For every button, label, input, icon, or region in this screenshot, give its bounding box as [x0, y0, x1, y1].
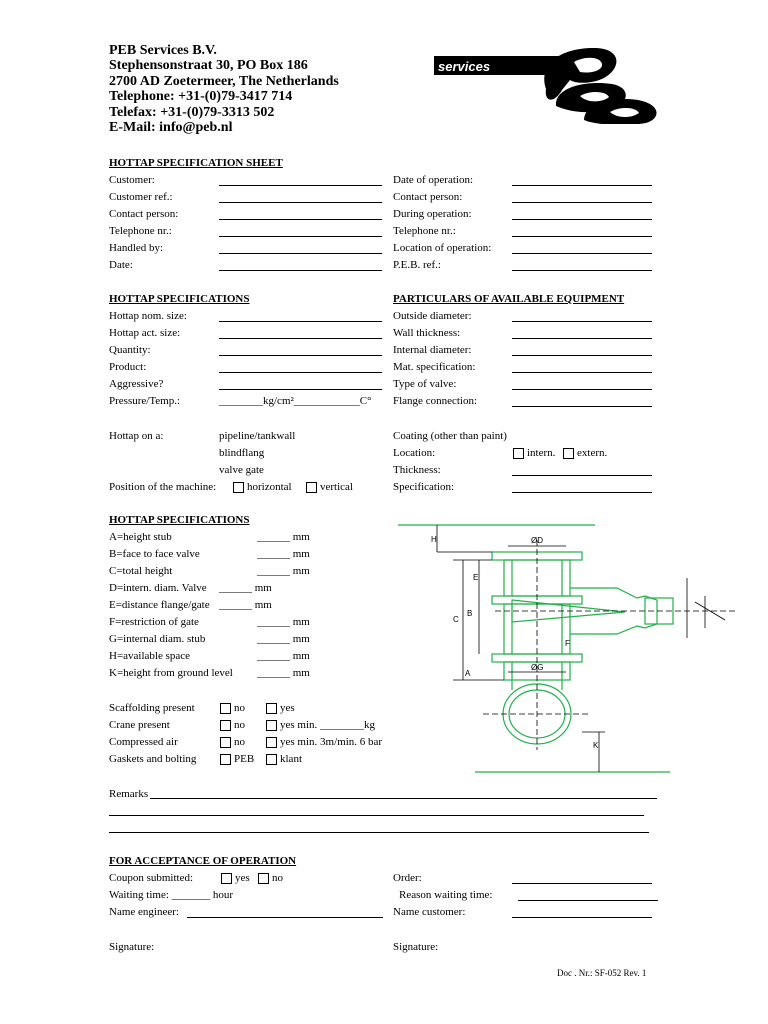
checkbox-label: klant — [280, 753, 302, 765]
diagram-dimension-label: A — [465, 669, 471, 678]
dimension-unit: mm — [292, 565, 310, 577]
dimension-input[interactable] — [219, 582, 272, 595]
logo-services-text: services — [438, 59, 491, 74]
checkbox[interactable] — [220, 754, 231, 765]
company-telefax: Telefax: +31-(0)79-3313 502 — [109, 105, 275, 120]
hottap-diagram — [395, 518, 740, 778]
dimension-unit: mm — [292, 548, 310, 560]
engineer-field[interactable] — [187, 917, 383, 918]
equipment-label: Flange connection: — [393, 395, 478, 407]
equipment-label: Internal diameter: — [393, 344, 472, 356]
location-extern[interactable] — [563, 447, 607, 460]
field-label: Customer: — [109, 174, 155, 186]
dimension-blank: ______ — [257, 633, 290, 645]
checkbox[interactable] — [266, 720, 277, 731]
field-label: Contact person: — [393, 191, 463, 203]
reason-label: Reason waiting time: — [399, 889, 493, 901]
remarks-line[interactable] — [109, 815, 644, 816]
waiting-unit: hour — [212, 889, 234, 901]
field-label: Date of operation: — [393, 174, 474, 186]
company-email: E-Mail: info@peb.nl — [109, 120, 233, 135]
position-horizontal[interactable] — [233, 481, 292, 494]
checkbox-label: vertical — [320, 481, 353, 493]
checkbox-label: horizontal — [247, 481, 292, 493]
field-label: Handled by: — [109, 242, 164, 254]
spec-label: Hottap act. size: — [109, 327, 181, 339]
equipment-input[interactable] — [512, 338, 652, 339]
dimension-unit: mm — [292, 633, 310, 645]
dimension-input[interactable] — [257, 616, 310, 629]
order-label: Order: — [393, 872, 422, 884]
checkbox-label: yes — [235, 872, 250, 884]
pressure-blank: ________ — [219, 395, 263, 407]
dimension-label: H=available space — [109, 650, 191, 662]
field-input[interactable] — [219, 236, 382, 237]
dimension-input[interactable] — [257, 667, 310, 680]
equipment-input[interactable] — [512, 389, 652, 390]
thickness-label: Thickness: — [393, 464, 441, 476]
facility-label: Gaskets and bolting — [109, 753, 197, 765]
hottap-on-label: Hottap on a: — [109, 430, 164, 442]
spec-label: Quantity: — [109, 344, 151, 356]
facility-option[interactable] — [220, 702, 245, 715]
dimension-label: A=height stub — [109, 531, 172, 543]
dimension-label: B=face to face valve — [109, 548, 200, 560]
coupon-yes[interactable] — [221, 872, 250, 885]
dimension-blank: ______ — [257, 650, 290, 662]
checkbox[interactable] — [220, 737, 231, 748]
checkbox[interactable] — [220, 720, 231, 731]
hottap-on-option[interactable]: valve gate — [219, 464, 264, 476]
facility-option[interactable] — [266, 719, 375, 732]
spec-label: Hottap nom. size: — [109, 310, 187, 322]
company-address: Stephensonstraat 30, PO Box 186 — [109, 58, 308, 73]
diagram-dimension-label: C — [453, 615, 459, 624]
acceptance-title: FOR ACCEPTANCE OF OPERATION — [109, 855, 297, 867]
dimension-label: E=distance flange/gate — [109, 599, 210, 611]
spec-input[interactable] — [219, 372, 382, 373]
dimension-input[interactable] — [257, 650, 310, 663]
dimension-input[interactable] — [257, 633, 310, 646]
dimension-label: C=total height — [109, 565, 173, 577]
doc-number: Doc . Nr.: SF-052 Rev. 1 — [557, 968, 647, 978]
field-input[interactable] — [219, 185, 382, 186]
facility-option[interactable] — [266, 736, 382, 749]
checkbox[interactable] — [233, 482, 244, 493]
field-label: Customer ref.: — [109, 191, 173, 203]
checkbox[interactable] — [266, 754, 277, 765]
peb-logo — [434, 44, 664, 124]
dimension-unit: mm — [292, 650, 310, 662]
equipment-title: PARTICULARS OF AVAILABLE EQUIPMENT — [393, 293, 625, 305]
diagram-labels — [431, 535, 599, 750]
sheet-title: HOTTAP SPECIFICATION SHEET — [109, 157, 283, 169]
checkbox-label: no — [234, 719, 245, 731]
remarks-label: Remarks — [109, 788, 149, 800]
field-input[interactable] — [512, 185, 652, 186]
field-label: Location of operation: — [393, 242, 492, 254]
specs-title: HOTTAP SPECIFICATIONS — [109, 293, 250, 305]
dimension-blank: ______ — [219, 599, 252, 611]
engineer-label: Name engineer: — [109, 906, 179, 918]
position-label: Position of the machine: — [109, 481, 217, 493]
pressure-label: Pressure/Temp.: — [109, 395, 181, 407]
checkbox-label: no — [234, 702, 245, 714]
reason-field[interactable] — [518, 900, 658, 901]
equipment-input[interactable] — [512, 321, 652, 322]
checkbox[interactable] — [563, 448, 574, 459]
dimension-blank: ______ — [257, 565, 290, 577]
dimension-blank: ______ — [219, 582, 252, 594]
hottap-on-option[interactable]: blindflang — [219, 447, 265, 459]
dimension-label: K=height from ground level — [109, 667, 233, 679]
field-input[interactable] — [219, 219, 382, 220]
signature-left: Signature: — [109, 941, 155, 953]
facility-label: Scaffolding present — [109, 702, 195, 714]
checkbox[interactable] — [266, 703, 277, 714]
remarks-field[interactable] — [150, 798, 657, 799]
checkbox[interactable] — [220, 703, 231, 714]
facility-option[interactable] — [220, 719, 245, 732]
spec-input[interactable] — [219, 355, 382, 356]
location-label: Location: — [393, 447, 436, 459]
checkbox-label: extern. — [577, 447, 608, 459]
dimension-input[interactable] — [219, 599, 272, 612]
field-input[interactable] — [512, 202, 652, 203]
field-label: Date: — [109, 259, 133, 271]
hottap-on-option[interactable]: pipeline/tankwall — [219, 430, 296, 442]
checkbox-label: yes min. ________kg — [280, 719, 376, 731]
checkbox[interactable] — [306, 482, 317, 493]
dimension-blank: ______ — [257, 616, 290, 628]
facility-option[interactable] — [220, 736, 245, 749]
equipment-input[interactable] — [512, 406, 652, 407]
field-input[interactable] — [219, 270, 382, 271]
checkbox-label: no — [234, 736, 245, 748]
equipment-label: Type of valve: — [393, 378, 457, 390]
specification-field[interactable] — [512, 492, 652, 493]
field-input[interactable] — [512, 236, 652, 237]
dimension-input[interactable] — [257, 531, 310, 544]
dimension-unit: mm — [292, 531, 310, 543]
diagram-dimension-label: F — [565, 639, 570, 648]
checkbox-label: yes — [280, 702, 295, 714]
company-city: 2700 AD Zoetermeer, The Netherlands — [109, 74, 339, 89]
coating-label: Coating (other than paint) — [393, 430, 507, 442]
remarks-line[interactable] — [109, 832, 649, 833]
facility-option[interactable] — [266, 702, 295, 715]
diagram-dimension-label: ØD — [531, 536, 543, 545]
pressure-unit: kg/cm² — [263, 395, 294, 407]
checkbox-label: PEB — [234, 753, 255, 765]
field-label: Telephone nr.: — [393, 225, 456, 237]
customer-label: Name customer: — [393, 906, 466, 918]
signature-right: Signature: — [393, 941, 439, 953]
field-label: During operation: — [393, 208, 472, 220]
diagram-dimension-label: K — [593, 741, 599, 750]
position-vertical[interactable] — [306, 481, 353, 494]
spec-input[interactable] — [219, 389, 382, 390]
temp-blank: ____________ — [293, 395, 360, 407]
diagram-dimension-label: E — [473, 573, 479, 582]
equipment-input[interactable] — [512, 355, 652, 356]
company-name: PEB Services B.V. — [109, 43, 217, 58]
diagram-dimension-label: B — [467, 609, 473, 618]
location-intern[interactable] — [513, 447, 555, 460]
diagram-lines — [398, 525, 673, 772]
temp-unit: C° — [359, 395, 372, 407]
dimension-label: F=restriction of gate — [109, 616, 199, 628]
waiting-label: Waiting time: — [109, 889, 169, 901]
dimension-unit: mm — [254, 582, 272, 594]
equipment-label: Wall thickness: — [393, 327, 461, 339]
checkbox-label: no — [272, 872, 283, 884]
facility-option[interactable] — [266, 753, 302, 766]
waiting-time[interactable] — [109, 889, 233, 902]
spec-label: Product: — [109, 361, 147, 373]
dimension-blank: ______ — [257, 531, 290, 543]
diagram-dimensions — [437, 525, 737, 772]
field-input[interactable] — [219, 202, 382, 203]
coupon-label: Coupon submitted: — [109, 872, 194, 884]
dimension-label: G=internal diam. stub — [109, 633, 206, 645]
facility-option[interactable] — [220, 753, 254, 766]
checkbox[interactable] — [258, 873, 269, 884]
field-label: P.E.B. ref.: — [393, 259, 441, 271]
order-field[interactable] — [512, 883, 652, 884]
facility-label: Compressed air — [109, 736, 178, 748]
field-label: Contact person: — [109, 208, 179, 220]
specification-label: Specification: — [393, 481, 455, 493]
dimension-input[interactable] — [257, 548, 310, 561]
equipment-label: Outside diameter: — [393, 310, 472, 322]
customer-field[interactable] — [512, 917, 652, 918]
dimension-label: D=intern. diam. Valve — [109, 582, 207, 594]
equipment-input[interactable] — [512, 372, 652, 373]
checkbox[interactable] — [513, 448, 524, 459]
diagram-dimension-label: H — [431, 535, 437, 544]
thickness-field[interactable] — [512, 475, 652, 476]
spec-input[interactable] — [219, 338, 382, 339]
spec-label: Aggressive? — [109, 378, 164, 390]
checkbox[interactable] — [266, 737, 277, 748]
coupon-no[interactable] — [258, 872, 283, 885]
field-input[interactable] — [512, 219, 652, 220]
diagram-dimension-label: ØG — [531, 663, 544, 672]
dimension-unit: mm — [292, 667, 310, 679]
spec-input[interactable] — [219, 321, 382, 322]
checkbox-label: intern. — [527, 447, 556, 459]
pressure-field[interactable] — [219, 395, 372, 408]
checkbox-label: yes min. 3m/min. 6 bar — [280, 736, 383, 748]
facility-label: Crane present — [109, 719, 170, 731]
field-label: Telephone nr.: — [109, 225, 172, 237]
field-input[interactable] — [512, 253, 652, 254]
dimension-blank: ______ — [257, 548, 290, 560]
field-input[interactable] — [219, 253, 382, 254]
waiting-blank: _______ — [171, 889, 211, 901]
field-input[interactable] — [512, 270, 652, 271]
company-telephone: Telephone: +31-(0)79-3417 714 — [109, 89, 293, 104]
dims-title: HOTTAP SPECIFICATIONS — [109, 514, 250, 526]
checkbox[interactable] — [221, 873, 232, 884]
equipment-label: Mat. specification: — [393, 361, 476, 373]
dimension-unit: mm — [254, 599, 272, 611]
dimension-input[interactable] — [257, 565, 310, 578]
dimension-blank: ______ — [257, 667, 290, 679]
dimension-unit: mm — [292, 616, 310, 628]
